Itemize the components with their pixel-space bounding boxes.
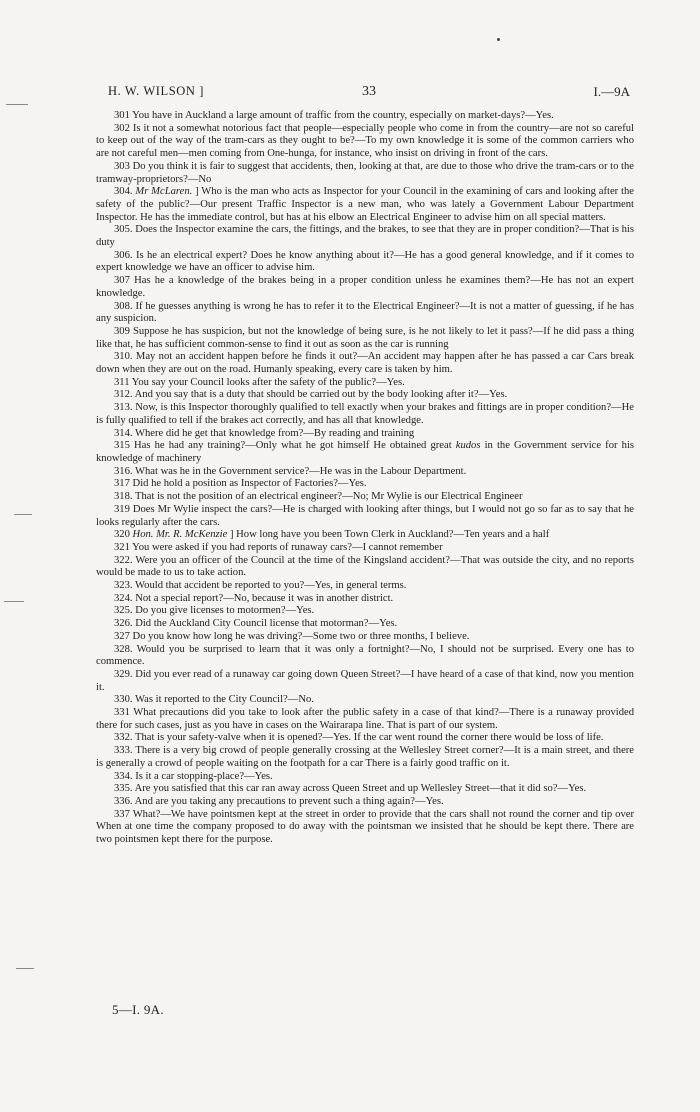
question-number: 325. xyxy=(114,605,133,617)
question-number: 337 xyxy=(114,808,130,820)
question-number: 301 xyxy=(114,110,130,121)
testimony-paragraph xyxy=(96,694,634,707)
question-text: Did he hold a position as Inspector of Factories?—Yes. xyxy=(132,478,367,490)
header-witness-name: H. W. WILSON ] xyxy=(108,84,205,98)
question-text: What precautions did you take to look after the public safety in a case of that kind?—There is a runaway provided there for such cases, just as you have in cases on the Wairarapa line. That is part of our system. xyxy=(96,707,634,731)
question-number: 319 xyxy=(114,503,130,515)
question-number: 306. xyxy=(114,249,133,261)
testimony-paragraph xyxy=(96,542,634,555)
margin-mark xyxy=(6,104,28,105)
question-number: 332. xyxy=(114,732,133,744)
question-text: Do you know how long he was driving?—Some two or three months, I believe. xyxy=(132,630,470,642)
question-text: You say your Council looks after the safety of the public?—Yes. xyxy=(131,376,405,388)
question-text: Would that accident be reported to you?—Yes, in general terms. xyxy=(135,580,407,592)
testimony-paragraph xyxy=(96,644,634,669)
question-text: That is your safety-valve when it is opened?—Yes. If the car went round the corner there would be loss of life. xyxy=(135,732,604,744)
testimony-paragraph xyxy=(96,161,634,186)
margin-mark xyxy=(16,968,34,969)
testimony-paragraph xyxy=(96,389,634,402)
testimony-paragraph xyxy=(96,123,634,161)
question-number: 318. xyxy=(114,491,133,503)
question-text: Does Mr Wylie inspect the cars?—He is charged with looking after things, but I would not go so far as to say that he looks regularly after the cars. xyxy=(96,503,634,528)
margin-mark xyxy=(4,601,24,602)
question-number: 305. xyxy=(114,224,133,236)
question-text: Not a special report?—No, because it was in another district. xyxy=(135,592,394,604)
question-text: Do you give licenses to motormen?—Yes. xyxy=(135,605,315,617)
testimony-body xyxy=(96,110,634,847)
testimony-paragraph xyxy=(96,529,634,542)
testimony-paragraph xyxy=(96,186,634,224)
italic-text: Mr McLaren. xyxy=(135,186,193,198)
testimony-paragraph xyxy=(96,504,634,529)
question-text: Was it reported to the City Council?—No. xyxy=(135,694,314,706)
question-text: That is not the position of an electrical engineer?—No; Mr Wylie is our Electrical Engineer xyxy=(135,491,523,503)
question-number: 316. xyxy=(114,465,133,477)
document-reference: I.—9A xyxy=(593,84,630,99)
question-text: What was he in the Government service?—He was in the Labour Department. xyxy=(135,465,467,477)
question-number: 303 xyxy=(114,160,130,172)
question-number: 335. xyxy=(114,783,133,795)
testimony-paragraph xyxy=(96,555,634,580)
question-number: 315 xyxy=(114,440,130,452)
question-text: Has he a knowledge of the brakes being in a proper condition unless he examines them?—He has not an expert knowledge. xyxy=(96,275,634,299)
testimony-paragraph xyxy=(96,351,634,376)
question-number: 304. xyxy=(114,186,133,198)
question-number: 324. xyxy=(114,592,133,604)
question-number: 334. xyxy=(114,770,133,782)
question-number: 330. xyxy=(114,694,133,706)
question-number: 326. xyxy=(114,618,133,630)
page-number: 33 xyxy=(362,84,376,99)
question-text: Do you think it is fair to suggest that accidents, then, looking at that, are due to those who drive the tram-cars or to the tramway-proprietors?—No xyxy=(96,160,634,185)
testimony-paragraph xyxy=(96,491,634,504)
answer-text: ] How long have you been Town Clerk in Auckland?—Ten years and a half xyxy=(229,529,550,541)
question-number: 314. xyxy=(114,427,133,439)
question-text: Would you be surprised to learn that it was only a fortnight?—No, I should not be surprised. Every one has to commence. xyxy=(96,643,635,668)
question-text: Does the Inspector examine the cars, the fittings, and the brakes, to see that they are in proper condition?—That is his duty xyxy=(96,224,634,249)
question-number: 327 xyxy=(114,630,130,642)
testimony-paragraph xyxy=(96,580,634,593)
testimony-paragraph xyxy=(96,326,634,351)
answer-text: ] Who is the man who acts as Inspector for your Council in the examining of cars and looking after the safety of the public?—Our present Traffic Inspector is a new man, who was lately a Government Labour Department Inspector. He has the immediate control, but has at his elbow an Electrical Engineer to advise him on all special matters. xyxy=(96,186,634,223)
question-number: 302 xyxy=(114,122,130,134)
question-number: 320 xyxy=(114,529,130,541)
testimony-paragraph xyxy=(96,428,634,441)
question-number: 312. xyxy=(114,389,133,401)
question-number: 309 xyxy=(114,325,130,337)
question-number: 321 xyxy=(114,541,130,553)
question-number: 323. xyxy=(114,580,133,592)
testimony-paragraph xyxy=(96,440,634,465)
testimony-paragraph xyxy=(96,301,634,326)
question-text: What?—We have pointsmen kept at the street in order to provide that the cars shall not round the corner and tip over When at one time the company proposed to do away with the pointsman we insisted that he should be kept there. There are two pointsmen kept there for the purpose. xyxy=(96,808,634,846)
testimony-paragraph xyxy=(96,669,634,694)
page-header xyxy=(108,84,630,100)
question-number: 336. xyxy=(114,795,133,807)
testimony-paragraph xyxy=(96,275,634,300)
signature-mark: 5—I. 9A. xyxy=(112,1002,164,1017)
testimony-paragraph xyxy=(96,707,634,732)
testimony-paragraph xyxy=(96,631,634,644)
question-text: Suppose he has suspicion, but not the knowledge of being sure, is he not likely to let it pass?—If he did pass a thing like that, he has sufficient common-sense to find it out as soon as the car is running xyxy=(96,325,634,350)
question-number: 308. xyxy=(114,300,133,312)
question-text: Has he had any training?—Only what he got himself He obtained great xyxy=(134,440,452,452)
testimony-paragraph xyxy=(96,745,634,770)
question-text: May not an accident happen before he finds it out?—An accident may happen after he has passed a car Cars break down when they are out on the road. Humanly speaking, every care is taken by him. xyxy=(96,351,634,376)
question-number: 311 xyxy=(114,376,130,388)
testimony-paragraph xyxy=(96,593,634,606)
question-text: Is it not a somewhat notorious fact that people—especially people who come in from the country—are not so careful to keep out of the way of the tram-cars as they ought to be?—To my own knowledge it is some of the common carriers who are not careful men—men coming from One-hunga, for instance, who insist on driving in front of the cars. xyxy=(96,122,634,160)
question-number: 333. xyxy=(114,745,133,757)
testimony-paragraph xyxy=(96,250,634,275)
margin-mark xyxy=(14,514,32,515)
testimony-paragraph xyxy=(96,402,634,427)
testimony-paragraph xyxy=(96,224,634,249)
question-text: And are you taking any precautions to prevent such a thing again?—Yes. xyxy=(134,795,444,807)
question-number: 329. xyxy=(114,668,133,680)
question-text: You have in Auckland a large amount of traffic from the country, especially on market-days?—Yes. xyxy=(132,110,554,121)
question-number: 307 xyxy=(114,275,130,287)
italic-text: kudos xyxy=(455,440,481,452)
question-text: And you say that is a duty that should be carried out by the body looking after it?—Yes. xyxy=(134,389,508,401)
testimony-paragraph xyxy=(96,478,634,491)
testimony-paragraph xyxy=(96,466,634,479)
testimony-paragraph xyxy=(96,796,634,809)
question-number: 328. xyxy=(114,643,133,655)
testimony-paragraph xyxy=(96,377,634,390)
question-text: Is it a car stopping-place?—Yes. xyxy=(135,770,273,782)
testimony-paragraph xyxy=(96,732,634,745)
question-text: Are you satisfied that this car ran away across Queen Street and up Wellesley Street—that it did so?—Yes. xyxy=(134,783,587,795)
testimony-paragraph xyxy=(96,809,634,847)
question-text: Where did he get that knowledge from?—By reading and training xyxy=(135,427,415,439)
question-text: Now, is this Inspector thoroughly qualified to tell exactly when your brakes and fittings are in proper condition?—He is fully qualified to tell if the brakes act correctly, and has all that knowledge. xyxy=(96,402,634,426)
question-text: Did you ever read of a runaway car going down Queen Street?—I have heard of a case of that kind, now you mention it. xyxy=(96,668,634,693)
question-text: If he guesses anything is wrong he has to refer it to the Electrical Engineer?—It is not a matter of guessing, if he has any suspicion. xyxy=(96,300,634,325)
question-number: 313. xyxy=(114,402,133,414)
question-text: Did the Auckland City Council license that motorman?—Yes. xyxy=(135,618,398,630)
question-number: 322. xyxy=(114,554,133,566)
question-number: 310. xyxy=(114,351,133,363)
question-text: You were asked if you had reports of runaway cars?—I cannot remember xyxy=(132,541,443,553)
testimony-paragraph xyxy=(96,771,634,784)
question-text: Is he an electrical expert? Does he know anything about it?—He has a good general knowledge, and if it comes to expert knowledge we have an officer to advise him. xyxy=(96,249,634,274)
answer-text: in the Government service for his knowledge of machinery xyxy=(96,440,635,464)
question-text: There is a very big crowd of people generally crossing at the Wellesley Street corner?—It is a main street, and there is generally a crowd of people waiting on the footpath for a car There is a fairly good traffic on it. xyxy=(96,745,634,769)
question-number: 331 xyxy=(114,707,130,719)
testimony-paragraph xyxy=(96,110,634,123)
speck xyxy=(497,38,500,41)
question-number: 317 xyxy=(114,478,130,490)
testimony-paragraph xyxy=(96,605,634,618)
question-text: Were you an officer of the Council at the time of the Kingsland accident?—That was outside the city, and no reports would be made to us to take action. xyxy=(96,554,634,579)
testimony-paragraph xyxy=(96,618,634,631)
testimony-paragraph xyxy=(96,783,634,796)
italic-text: Hon. Mr. R. McKenzie xyxy=(132,529,228,541)
